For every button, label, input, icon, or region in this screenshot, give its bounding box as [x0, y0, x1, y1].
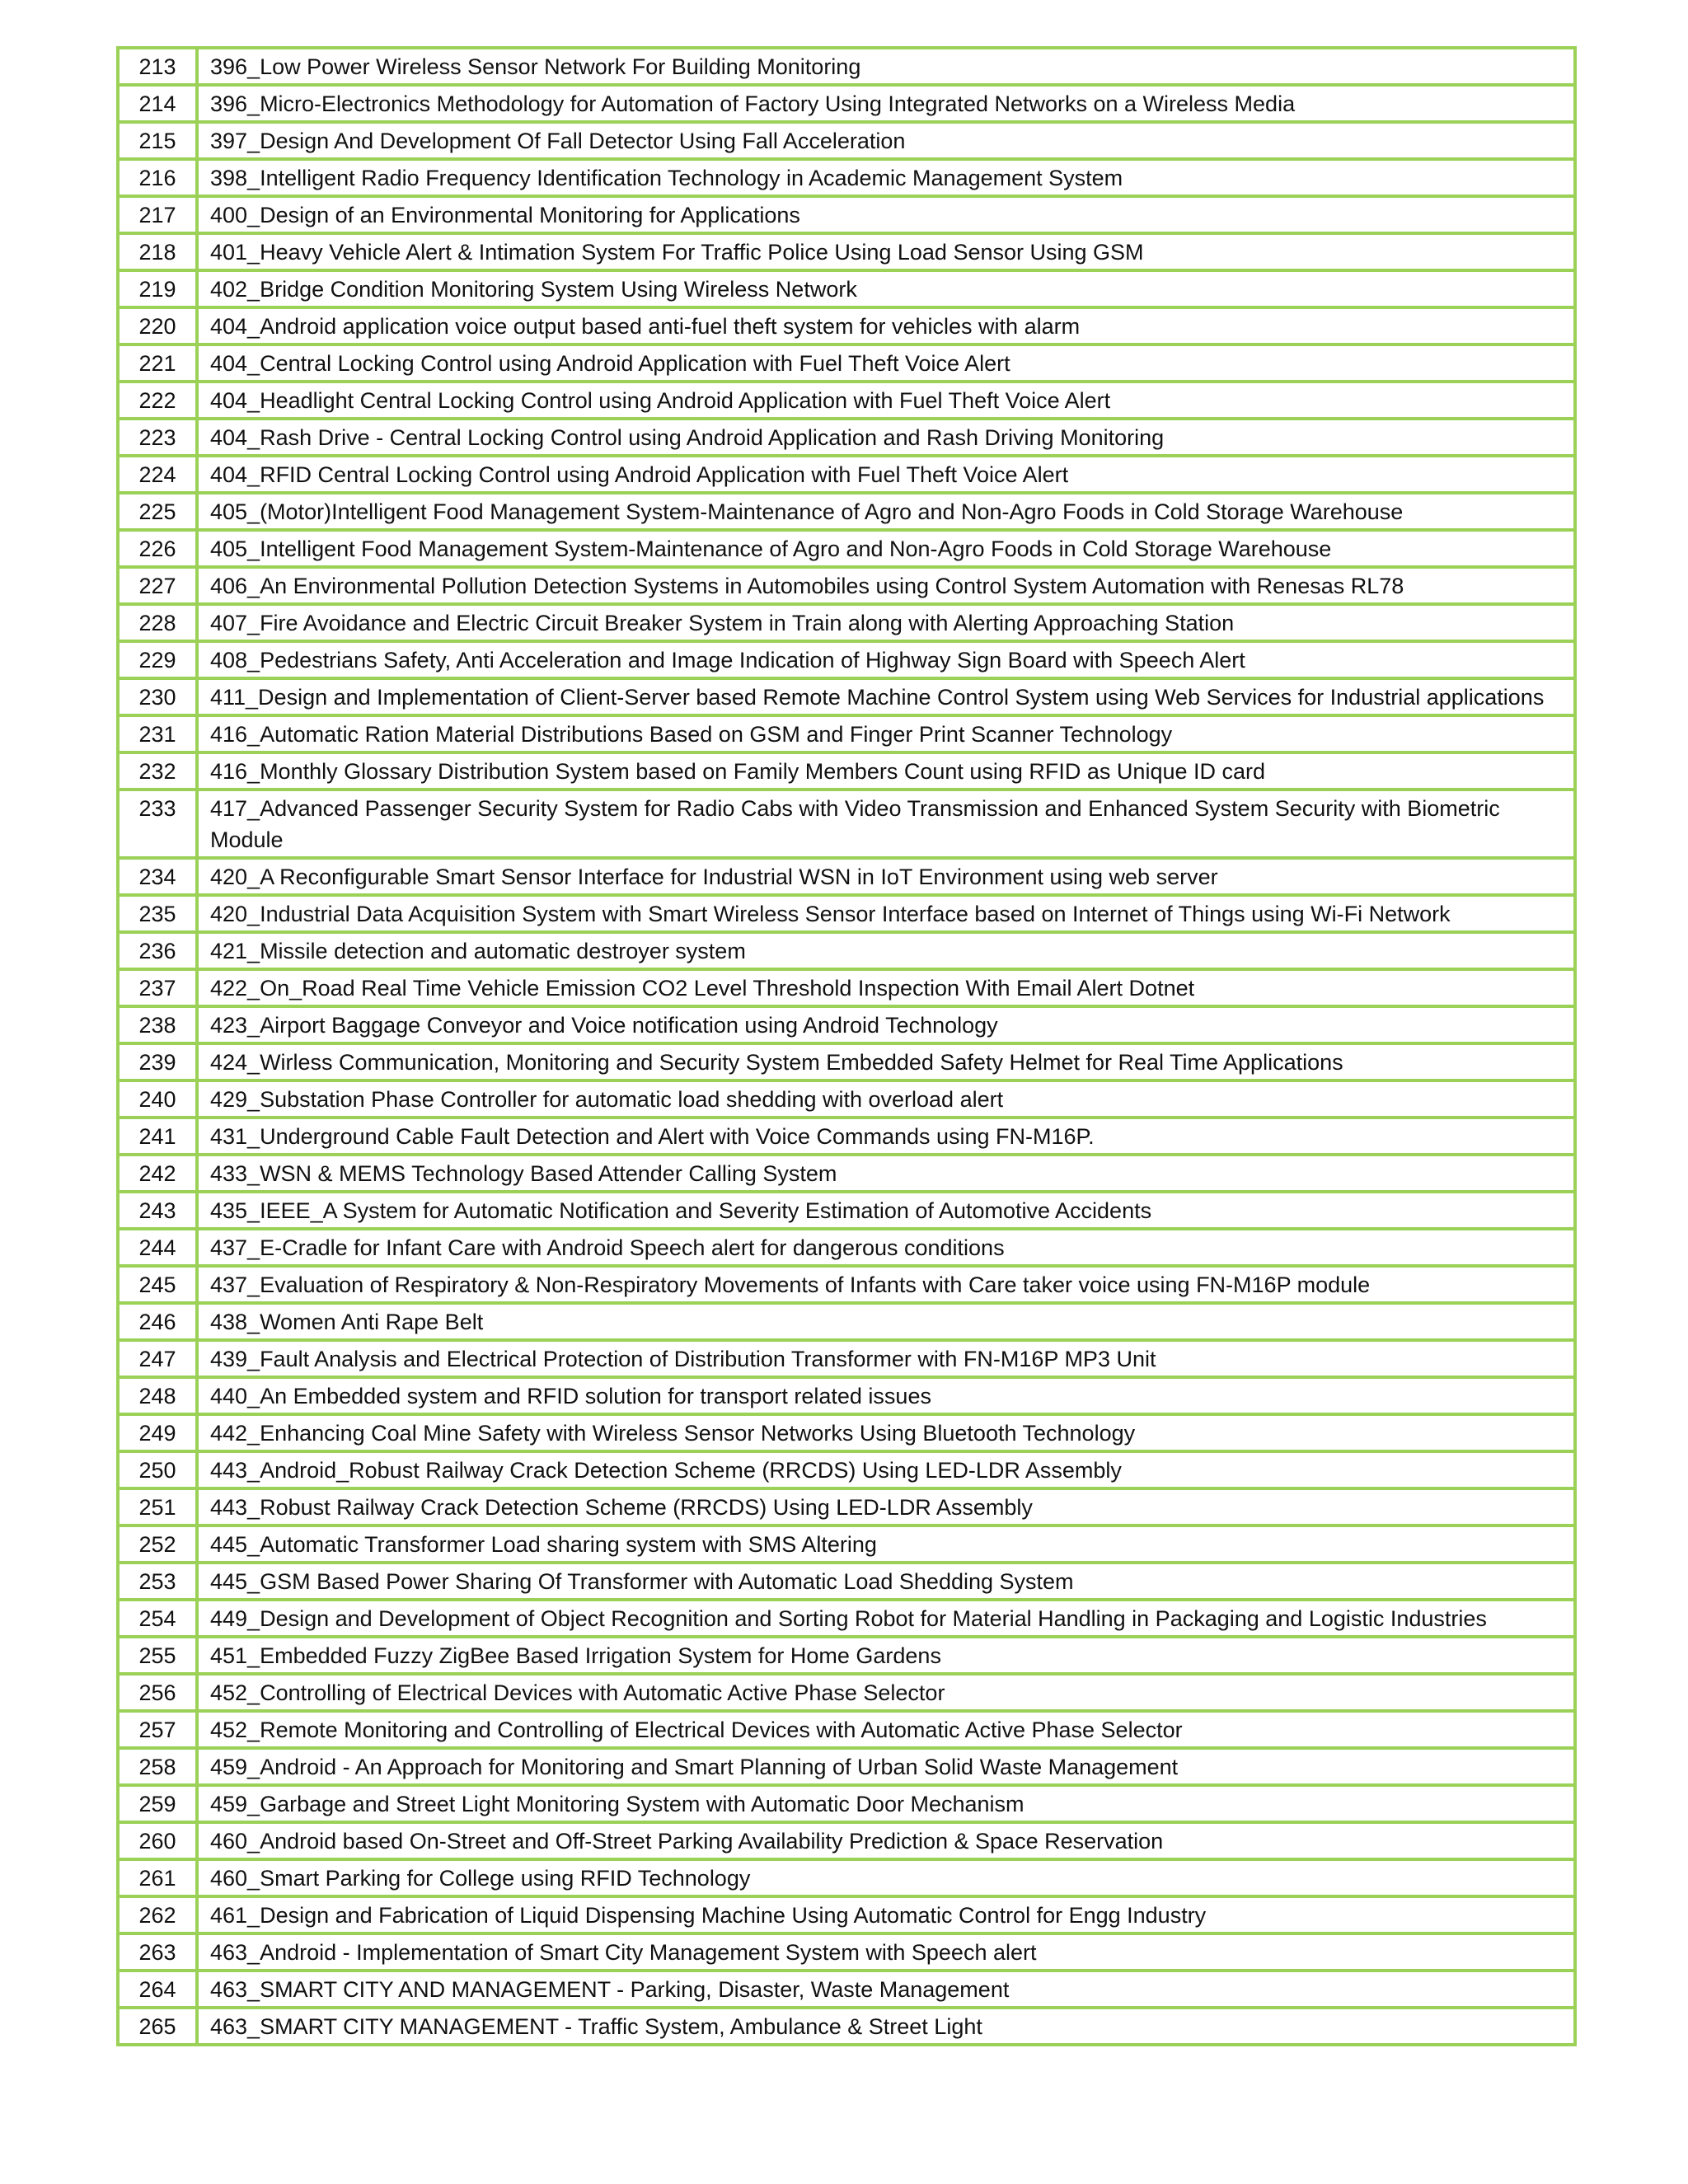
project-title: 421_Missile detection and automatic destroyer system — [197, 932, 1575, 969]
project-title: 443_Android_Robust Railway Crack Detection Scheme (RRCDS) Using LED-LDR Assembly — [197, 1451, 1575, 1488]
table-row — [118, 790, 1575, 858]
project-title: 404_Central Locking Control using Android Application with Fuel Theft Voice Alert — [197, 344, 1575, 382]
project-title: 438_Women Anti Rape Belt — [197, 1303, 1575, 1340]
project-title: 461_Design and Fabrication of Liquid Dispensing Machine Using Automatic Control for Engg Industry — [197, 1896, 1575, 1933]
project-title: 411_Design and Implementation of Client-Server based Remote Machine Control System using Web Services for Industrial applications — [197, 678, 1575, 715]
row-number: 241 — [118, 1118, 197, 1155]
row-number: 249 — [118, 1414, 197, 1451]
project-title: 435_IEEE_A System for Automatic Notification and Severity Estimation of Automotive Accidents — [197, 1192, 1575, 1229]
table-row — [118, 1711, 1575, 1748]
project-title: 402_Bridge Condition Monitoring System Using Wireless Network — [197, 270, 1575, 307]
row-number: 262 — [118, 1896, 197, 1933]
project-title: 437_E-Cradle for Infant Care with Android Speech alert for dangerous conditions — [197, 1229, 1575, 1266]
row-number: 238 — [118, 1006, 197, 1043]
table-row — [118, 1674, 1575, 1711]
row-number: 243 — [118, 1192, 197, 1229]
project-title: 408_Pedestrians Safety, Anti Acceleration and Image Indication of Highway Sign Board with Speech Alert — [197, 641, 1575, 678]
project-title: 429_Substation Phase Controller for automatic load shedding with overload alert — [197, 1080, 1575, 1118]
row-number: 236 — [118, 932, 197, 969]
row-number: 225 — [118, 493, 197, 530]
project-title: 452_Controlling of Electrical Devices with Automatic Active Phase Selector — [197, 1674, 1575, 1711]
row-number: 258 — [118, 1748, 197, 1785]
project-title: 459_Android - An Approach for Monitoring and Smart Planning of Urban Solid Waste Management — [197, 1748, 1575, 1785]
project-title: 463_SMART CITY AND MANAGEMENT - Parking, Disaster, Waste Management — [197, 1971, 1575, 2008]
table-row — [118, 382, 1575, 419]
table-row — [118, 1006, 1575, 1043]
project-title: 449_Design and Development of Object Recognition and Sorting Robot for Material Handling in Packaging and Logistic Industries — [197, 1600, 1575, 1637]
table-row — [118, 678, 1575, 715]
row-number: 247 — [118, 1340, 197, 1377]
project-title: 401_Heavy Vehicle Alert & Intimation System For Traffic Police Using Load Sensor Using GSM — [197, 233, 1575, 270]
row-number: 232 — [118, 752, 197, 790]
table-row — [118, 48, 1575, 85]
table-row — [118, 1414, 1575, 1451]
project-title: 451_Embedded Fuzzy ZigBee Based Irrigation System for Home Gardens — [197, 1637, 1575, 1674]
row-number: 227 — [118, 567, 197, 604]
table-row — [118, 1155, 1575, 1192]
project-list-table — [116, 46, 1577, 2046]
row-number: 219 — [118, 270, 197, 307]
project-title: 396_Low Power Wireless Sensor Network For Building Monitoring — [197, 48, 1575, 85]
row-number: 233 — [118, 790, 197, 858]
table-row — [118, 419, 1575, 456]
project-title: 404_Headlight Central Locking Control using Android Application with Fuel Theft Voice Alert — [197, 382, 1575, 419]
row-number: 230 — [118, 678, 197, 715]
table-row — [118, 858, 1575, 895]
row-number: 250 — [118, 1451, 197, 1488]
table-row — [118, 1229, 1575, 1266]
row-number: 263 — [118, 1933, 197, 1971]
table-row — [118, 1971, 1575, 2008]
project-title: 398_Intelligent Radio Frequency Identification Technology in Academic Management System — [197, 159, 1575, 196]
table-row — [118, 493, 1575, 530]
table-row — [118, 122, 1575, 159]
project-title: 431_Underground Cable Fault Detection and Alert with Voice Commands using FN-M16P. — [197, 1118, 1575, 1155]
table-body — [118, 48, 1575, 2045]
project-title: 424_Wirless Communication, Monitoring and Security System Embedded Safety Helmet for Real Time Applications — [197, 1043, 1575, 1080]
table-row — [118, 344, 1575, 382]
row-number: 256 — [118, 1674, 197, 1711]
row-number: 220 — [118, 307, 197, 344]
row-number: 252 — [118, 1526, 197, 1563]
row-number: 213 — [118, 48, 197, 85]
project-title: 437_Evaluation of Respiratory & Non-Respiratory Movements of Infants with Care taker voice using FN-M16P module — [197, 1266, 1575, 1303]
project-title: 406_An Environmental Pollution Detection Systems in Automobiles using Control System Automation with Renesas RL78 — [197, 567, 1575, 604]
table-row — [118, 196, 1575, 233]
row-number: 261 — [118, 1859, 197, 1896]
project-title: 405_Intelligent Food Management System-Maintenance of Agro and Non-Agro Foods in Cold Storage Warehouse — [197, 530, 1575, 567]
table-row — [118, 159, 1575, 196]
project-title: 423_Airport Baggage Conveyor and Voice notification using Android Technology — [197, 1006, 1575, 1043]
project-title: 397_Design And Development Of Fall Detector Using Fall Acceleration — [197, 122, 1575, 159]
table-row — [118, 715, 1575, 752]
table-row — [118, 932, 1575, 969]
project-title: 404_Android application voice output based anti-fuel theft system for vehicles with alarm — [197, 307, 1575, 344]
row-number: 246 — [118, 1303, 197, 1340]
project-title: 463_Android - Implementation of Smart City Management System with Speech alert — [197, 1933, 1575, 1971]
row-number: 229 — [118, 641, 197, 678]
row-number: 253 — [118, 1563, 197, 1600]
project-title: 400_Design of an Environmental Monitoring for Applications — [197, 196, 1575, 233]
row-number: 215 — [118, 122, 197, 159]
row-number: 223 — [118, 419, 197, 456]
table-row — [118, 1080, 1575, 1118]
project-title: 416_Monthly Glossary Distribution System based on Family Members Count using RFID as Unique ID card — [197, 752, 1575, 790]
table-row — [118, 1526, 1575, 1563]
row-number: 226 — [118, 530, 197, 567]
project-title: 445_GSM Based Power Sharing Of Transformer with Automatic Load Shedding System — [197, 1563, 1575, 1600]
row-number: 228 — [118, 604, 197, 641]
table-row — [118, 1377, 1575, 1414]
row-number: 242 — [118, 1155, 197, 1192]
table-row — [118, 530, 1575, 567]
row-number: 259 — [118, 1785, 197, 1822]
table-row — [118, 456, 1575, 493]
project-title: 420_A Reconfigurable Smart Sensor Interface for Industrial WSN in IoT Environment using web server — [197, 858, 1575, 895]
table-row — [118, 895, 1575, 932]
table-row — [118, 1896, 1575, 1933]
row-number: 231 — [118, 715, 197, 752]
table-row — [118, 1637, 1575, 1674]
table-row — [118, 1488, 1575, 1526]
table-row — [118, 2008, 1575, 2045]
project-title: 405_(Motor)Intelligent Food Management System-Maintenance of Agro and Non-Agro Foods in Cold Storage Warehouse — [197, 493, 1575, 530]
row-number: 217 — [118, 196, 197, 233]
row-number: 244 — [118, 1229, 197, 1266]
table-row — [118, 641, 1575, 678]
project-title: 463_SMART CITY MANAGEMENT - Traffic System, Ambulance & Street Light — [197, 2008, 1575, 2045]
project-title: 404_RFID Central Locking Control using Android Application with Fuel Theft Voice Alert — [197, 456, 1575, 493]
project-list-table-container — [116, 46, 1577, 2046]
row-number: 248 — [118, 1377, 197, 1414]
project-title: 404_Rash Drive - Central Locking Control using Android Application and Rash Driving Monitoring — [197, 419, 1575, 456]
project-title: 439_Fault Analysis and Electrical Protection of Distribution Transformer with FN-M16P MP3 Unit — [197, 1340, 1575, 1377]
project-title: 443_Robust Railway Crack Detection Scheme (RRCDS) Using LED-LDR Assembly — [197, 1488, 1575, 1526]
row-number: 216 — [118, 159, 197, 196]
table-row — [118, 567, 1575, 604]
project-title: 440_An Embedded system and RFID solution for transport related issues — [197, 1377, 1575, 1414]
row-number: 251 — [118, 1488, 197, 1526]
project-title: 460_Smart Parking for College using RFID Technology — [197, 1859, 1575, 1896]
project-title: 396_Micro-Electronics Methodology for Automation of Factory Using Integrated Networks on a Wireless Media — [197, 85, 1575, 122]
project-title: 452_Remote Monitoring and Controlling of Electrical Devices with Automatic Active Phase Selector — [197, 1711, 1575, 1748]
table-row — [118, 1600, 1575, 1637]
table-row — [118, 1785, 1575, 1822]
table-row — [118, 1563, 1575, 1600]
project-title: 433_WSN & MEMS Technology Based Attender Calling System — [197, 1155, 1575, 1192]
row-number: 265 — [118, 2008, 197, 2045]
table-row — [118, 1266, 1575, 1303]
table-row — [118, 233, 1575, 270]
row-number: 240 — [118, 1080, 197, 1118]
project-title: 417_Advanced Passenger Security System for Radio Cabs with Video Transmission and Enhanced System Security with Biometric Module — [197, 790, 1575, 858]
row-number: 222 — [118, 382, 197, 419]
project-title: 416_Automatic Ration Material Distributions Based on GSM and Finger Print Scanner Technology — [197, 715, 1575, 752]
row-number: 237 — [118, 969, 197, 1006]
row-number: 260 — [118, 1822, 197, 1859]
table-row — [118, 1822, 1575, 1859]
project-title: 420_Industrial Data Acquisition System with Smart Wireless Sensor Interface based on Internet of Things using Wi-Fi Network — [197, 895, 1575, 932]
table-row — [118, 752, 1575, 790]
table-row — [118, 1451, 1575, 1488]
table-row — [118, 1933, 1575, 1971]
project-title: 442_Enhancing Coal Mine Safety with Wireless Sensor Networks Using Bluetooth Technology — [197, 1414, 1575, 1451]
project-title: 459_Garbage and Street Light Monitoring System with Automatic Door Mechanism — [197, 1785, 1575, 1822]
row-number: 218 — [118, 233, 197, 270]
row-number: 221 — [118, 344, 197, 382]
project-title: 445_Automatic Transformer Load sharing system with SMS Altering — [197, 1526, 1575, 1563]
table-row — [118, 1303, 1575, 1340]
table-row — [118, 270, 1575, 307]
table-row — [118, 1748, 1575, 1785]
table-row — [118, 1043, 1575, 1080]
row-number: 224 — [118, 456, 197, 493]
table-row — [118, 604, 1575, 641]
row-number: 234 — [118, 858, 197, 895]
table-row — [118, 1859, 1575, 1896]
row-number: 264 — [118, 1971, 197, 2008]
row-number: 254 — [118, 1600, 197, 1637]
table-row — [118, 1340, 1575, 1377]
row-number: 255 — [118, 1637, 197, 1674]
project-title: 460_Android based On-Street and Off-Street Parking Availability Prediction & Space Reservation — [197, 1822, 1575, 1859]
table-row — [118, 1192, 1575, 1229]
row-number: 245 — [118, 1266, 197, 1303]
project-title: 422_On_Road Real Time Vehicle Emission CO2 Level Threshold Inspection With Email Alert Dotnet — [197, 969, 1575, 1006]
row-number: 214 — [118, 85, 197, 122]
table-row — [118, 85, 1575, 122]
row-number: 235 — [118, 895, 197, 932]
project-title: 407_Fire Avoidance and Electric Circuit Breaker System in Train along with Alerting Approaching Station — [197, 604, 1575, 641]
row-number: 257 — [118, 1711, 197, 1748]
table-row — [118, 307, 1575, 344]
table-row — [118, 1118, 1575, 1155]
row-number: 239 — [118, 1043, 197, 1080]
table-row — [118, 969, 1575, 1006]
